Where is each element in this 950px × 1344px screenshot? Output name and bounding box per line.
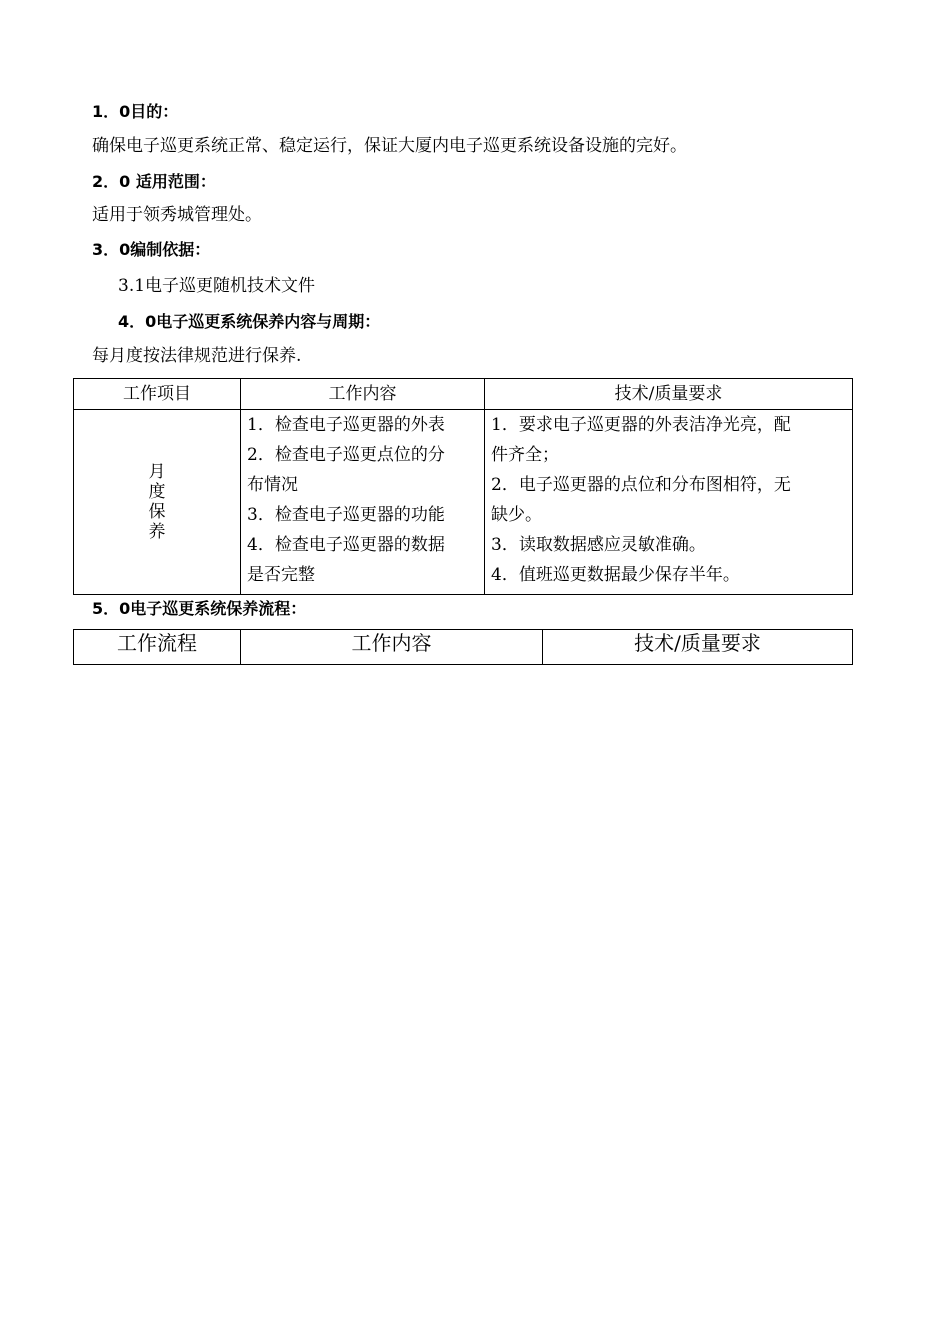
table1-header-requirement: 技术/质量要求: [485, 379, 853, 410]
table2-header-content: 工作内容: [241, 630, 543, 665]
requirement-line: 3．读取数据感应灵敏准确。: [491, 535, 706, 555]
table1-requirement-cell: [485, 410, 853, 595]
content-line: 3．检查电子巡更器的功能: [247, 505, 445, 525]
content-line: 布情况: [247, 475, 298, 495]
section-1-heading: 1．0目的：: [92, 102, 179, 121]
section-4-heading: 4．0电子巡更系统保养内容与周期：: [118, 312, 381, 331]
table2-header-row: [74, 630, 853, 665]
requirement-line: 4．值班巡更数据最少保存半年。: [491, 565, 740, 585]
content-line: 2．检查电子巡更点位的分: [247, 445, 445, 465]
table1-header-content: 工作内容: [241, 379, 485, 410]
requirement-line: 2．电子巡更器的点位和分布图相符，无: [491, 475, 791, 495]
table1-item-cell: [74, 410, 241, 595]
requirement-line: 缺少。: [491, 505, 542, 525]
section-4-text: 每月度按法律规范进行保养.: [92, 346, 302, 366]
item-char: 度: [148, 482, 166, 502]
section-1-text: 确保电子巡更系统正常、稳定运行，保证大厦内电子巡更系统设备设施的完好。: [92, 136, 687, 156]
item-char: 养: [148, 522, 166, 542]
requirement-line: 1．要求电子巡更器的外表洁净光亮，配: [491, 415, 791, 435]
section-2-text: 适用于领秀城管理处。: [92, 205, 262, 225]
section-2-heading: 2．0 适用范围：: [92, 172, 216, 191]
requirement-line: 件齐全；: [491, 445, 559, 465]
content-line: 是否完整: [247, 565, 315, 585]
table1-header-row: [74, 379, 853, 410]
section-3-heading: 3．0编制依据：: [92, 240, 211, 259]
maintenance-process-table: [73, 629, 853, 665]
table2-header-process: 工作流程: [74, 630, 241, 665]
content-line: 4．检查电子巡更器的数据: [247, 535, 445, 555]
content-line: 1．检查电子巡更器的外表: [247, 415, 445, 435]
table2-header-requirement: 技术/质量要求: [543, 630, 853, 665]
maintenance-content-table: [73, 378, 853, 595]
section-3-1-text: 3.1电子巡更随机技术文件: [118, 276, 316, 296]
table1-content-cell: [241, 410, 485, 595]
item-char: 保: [148, 502, 166, 522]
section-5-heading: 5．0电子巡更系统保养流程：: [92, 599, 307, 618]
table1-row-monthly: [74, 410, 853, 595]
item-char: 月: [148, 462, 166, 482]
table1-header-item: 工作项目: [74, 379, 241, 410]
